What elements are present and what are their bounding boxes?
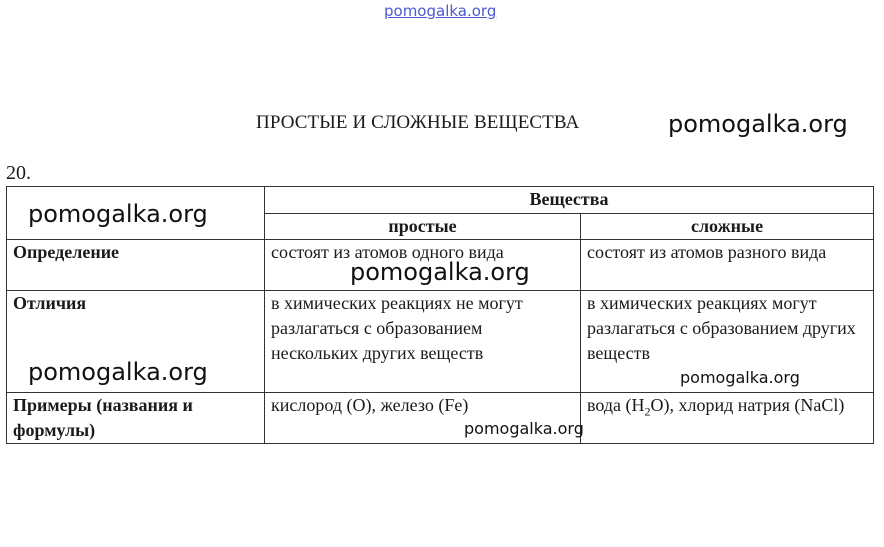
cell-complex	[581, 393, 874, 444]
header-simple: простые	[265, 214, 581, 240]
cell-complex: состоят из атомов разного вида	[581, 240, 874, 291]
cell-simple: в химических реакциях не могут разлагаться с образованием нескольких других веществ	[265, 291, 581, 393]
row-label: Определение	[7, 240, 265, 291]
header-complex: сложные	[581, 214, 874, 240]
watermark: pomogalka.org	[464, 419, 584, 438]
watermark: pomogalka.org	[680, 368, 800, 387]
watermark: pomogalka.org	[28, 200, 208, 228]
header-substances: Вещества	[265, 187, 874, 214]
watermark: pomogalka.org	[350, 258, 530, 286]
formula-text: вода (H	[587, 395, 645, 415]
cell-simple: кислород (О), железо (Fe)	[265, 393, 581, 444]
watermark: pomogalka.org	[28, 358, 208, 386]
page-title: ПРОСТЫЕ И СЛОЖНЫЕ ВЕЩЕСТВА	[256, 112, 580, 133]
watermark: pomogalka.org	[668, 110, 848, 138]
watermark-top[interactable]: pomogalka.org	[384, 2, 497, 20]
table-row	[7, 393, 874, 444]
cell-complex: в химических реакциях могут разлагаться с образованием других веществ	[581, 291, 874, 393]
row-label: Примеры (названия и формулы)	[7, 393, 265, 444]
formula-text: O), хлорид натрия (NaCl)	[650, 395, 845, 415]
row-label: Отличия	[7, 291, 265, 393]
formula-subscript: 2	[644, 404, 651, 419]
task-number: 20.	[6, 162, 31, 184]
cell-simple: состоят из атомов одного вида	[265, 240, 581, 291]
